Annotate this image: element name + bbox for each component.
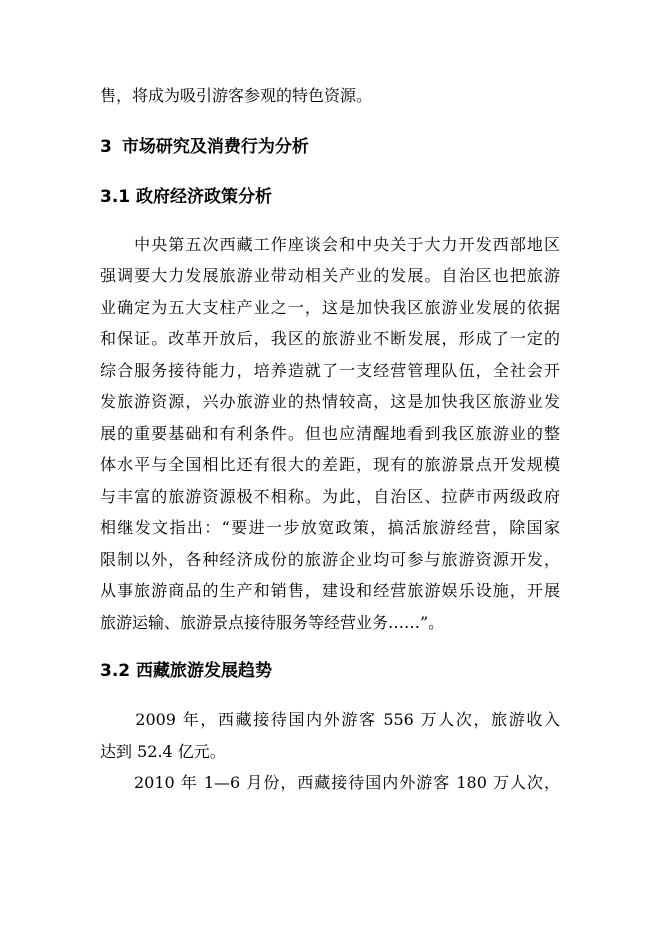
section-3-number: 3 xyxy=(100,137,112,157)
section-3-2-title: 西藏旅游发展趋势 xyxy=(136,661,273,681)
section-3-heading xyxy=(100,136,309,158)
paragraph-line: 达到 52.4 亿元。 xyxy=(100,742,226,761)
section-3-title: 市场研究及消费行为分析 xyxy=(121,137,309,157)
paragraph-line: 业确定为五大支柱产业之一，这是加快我区旅游业发展的依据 xyxy=(100,298,560,317)
paragraph-line: 展的重要基础和有利条件。但也应清醒地看到我区旅游业的整 xyxy=(100,424,560,443)
paragraph-line: 2009 年，西藏接待国内外游客 556 万人次，旅游收入 xyxy=(100,710,560,729)
section-3-1-title: 政府经济政策分析 xyxy=(136,187,273,207)
intro-line: 售，将成为吸引游客参观的特色资源。 xyxy=(100,86,373,105)
paragraph-line: 和保证。改革开放后，我区的旅游业不断发展，形成了一定的 xyxy=(100,329,560,348)
section-3-2-number: 3.2 xyxy=(100,661,131,681)
paragraph-line: 发旅游资源，兴办旅游业的热情较高，这是加快我区旅游业发 xyxy=(100,392,560,411)
paragraph-line: 中央第五次西藏工作座谈会和中央关于大力开发西部地区 xyxy=(100,235,560,254)
section-3-1-number: 3.1 xyxy=(100,187,131,207)
paragraph-line: 从事旅游商品的生产和销售，建设和经营旅游娱乐设施，开展 xyxy=(100,581,560,600)
paragraph-line: 与丰富的旅游资源极不相称。为此，自治区、拉萨市两级政府 xyxy=(100,487,560,506)
paragraph-line: 体水平与全国相比还有很大的差距，现有的旅游景点开发规模 xyxy=(100,455,560,474)
paragraph-line: 综合服务接待能力，培养造就了一支经营管理队伍，全社会开 xyxy=(100,361,560,380)
paragraph-line: 强调要大力发展旅游业带动相关产业的发展。自治区也把旅游 xyxy=(100,266,560,285)
paragraph-line: 限制以外，各种经济成份的旅游企业均可参与旅游资源开发， xyxy=(100,550,560,569)
paragraph-line: 旅游运输、旅游景点接待服务等经营业务……”。 xyxy=(100,613,445,632)
section-3-1-heading xyxy=(100,186,272,208)
section-3-2-heading xyxy=(100,660,272,682)
paragraph-line: 2010 年 1—6 月份，西藏接待国内外游客 180 万人次， xyxy=(100,773,560,792)
paragraph-line: 相继发文指出：“要进一步放宽政策，搞活旅游经营，除国家 xyxy=(100,518,560,537)
